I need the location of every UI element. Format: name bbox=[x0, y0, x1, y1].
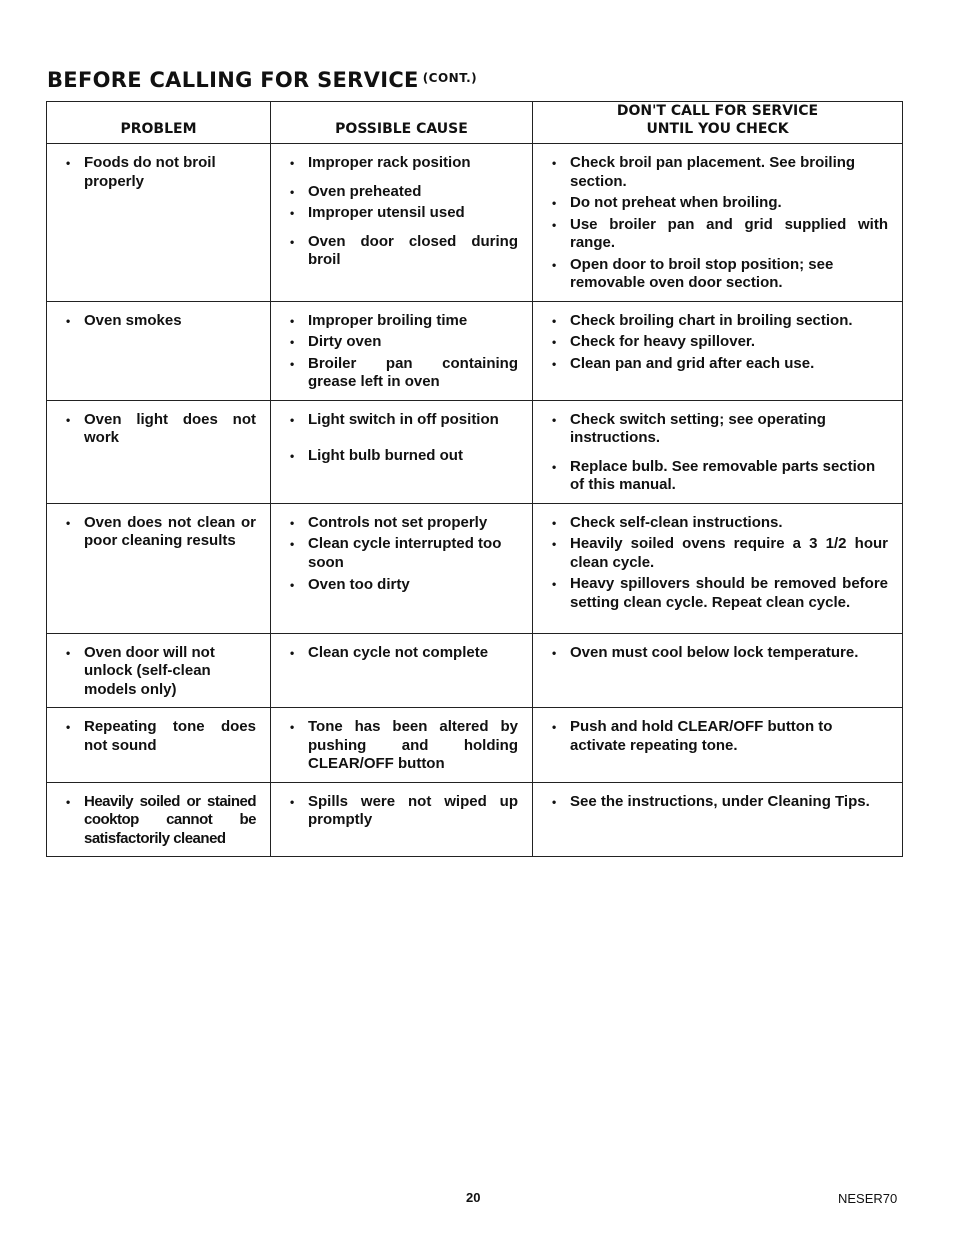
table-row bbox=[47, 708, 903, 783]
check-cell bbox=[533, 782, 903, 857]
check-item: • Use broiler pan and grid supplied with range. bbox=[547, 216, 888, 253]
header-check-line2: UNTIL YOU CHECK bbox=[646, 121, 789, 137]
cause-cell bbox=[271, 708, 533, 783]
check-item: • Do not preheat when broiling. bbox=[547, 194, 888, 213]
cause-item: • Clean cycle not complete bbox=[285, 644, 518, 663]
page-title-suffix: (CONT.) bbox=[422, 71, 478, 85]
page-title-text: BEFORE CALLING FOR SERVICE bbox=[47, 68, 419, 92]
problem-cell bbox=[47, 782, 271, 857]
cause-item: • Improper broiling time bbox=[285, 312, 518, 331]
check-item: • Oven must cool below lock temperature. bbox=[547, 644, 888, 663]
check-item: • Replace bulb. See removable parts section of this manual. bbox=[547, 458, 888, 495]
problem-item: • Oven light does not work bbox=[61, 411, 256, 448]
problem-cell bbox=[47, 144, 271, 302]
problem-item: • Oven does not clean or poor cleaning results bbox=[61, 514, 256, 551]
table-header-row bbox=[47, 102, 903, 144]
cause-item: • Light switch in off position bbox=[285, 411, 518, 430]
check-item: • Check self-clean instructions. bbox=[547, 514, 888, 533]
check-item: • Heavy spillovers should be removed before setting clean cycle. Repeat clean cycle. bbox=[547, 575, 888, 612]
header-problem: PROBLEM bbox=[47, 102, 271, 144]
cause-item: • Improper utensil used bbox=[285, 204, 518, 223]
check-item: • Open door to broil stop position; see removable oven door section. bbox=[547, 256, 888, 293]
page-number: 20 bbox=[466, 1190, 481, 1205]
cause-cell bbox=[271, 503, 533, 633]
cause-item: • Controls not set properly bbox=[285, 514, 518, 533]
problem-cell bbox=[47, 301, 271, 400]
cause-item: • Improper rack position bbox=[285, 154, 518, 173]
check-item: • Clean pan and grid after each use. bbox=[547, 355, 888, 374]
problem-cell bbox=[47, 633, 271, 708]
header-check-line1: DON'T CALL FOR SERVICE bbox=[616, 103, 819, 119]
cause-cell bbox=[271, 633, 533, 708]
header-check bbox=[533, 102, 903, 144]
check-item: • Heavily soiled ovens require a 3 1/2 hour clean cycle. bbox=[547, 535, 888, 572]
cause-cell bbox=[271, 400, 533, 503]
problem-cell bbox=[47, 503, 271, 633]
cause-item: • Broiler pan containing grease left in oven bbox=[285, 355, 518, 392]
check-item: • Check broil pan placement. See broiling section. bbox=[547, 154, 888, 191]
problem-item: • Repeating tone does not sound bbox=[61, 718, 256, 755]
check-cell bbox=[533, 144, 903, 302]
header-possible-cause: POSSIBLE CAUSE bbox=[271, 102, 533, 144]
problem-cell bbox=[47, 400, 271, 503]
cause-item: • Light bulb burned out bbox=[285, 447, 518, 466]
table-row bbox=[47, 503, 903, 633]
problem-item: • Foods do not broil properly bbox=[61, 154, 256, 191]
page-title bbox=[47, 68, 477, 92]
check-cell bbox=[533, 400, 903, 503]
cause-cell bbox=[271, 144, 533, 302]
table-row bbox=[47, 633, 903, 708]
cause-item: • Oven too dirty bbox=[285, 576, 518, 595]
cause-item: • Dirty oven bbox=[285, 333, 518, 352]
problem-item: • Oven smokes bbox=[61, 312, 256, 331]
cause-cell bbox=[271, 301, 533, 400]
check-item: • See the instructions, under Cleaning Tips. bbox=[547, 793, 888, 812]
cause-item: • Oven preheated bbox=[285, 183, 518, 202]
check-cell bbox=[533, 301, 903, 400]
table-row bbox=[47, 144, 903, 302]
problem-cell bbox=[47, 708, 271, 783]
table-row bbox=[47, 400, 903, 503]
document-code: NESER70 bbox=[838, 1191, 898, 1206]
cause-item: • Clean cycle interrupted too soon bbox=[285, 535, 518, 572]
check-cell bbox=[533, 708, 903, 783]
check-item: • Check broiling chart in broiling section. bbox=[547, 312, 888, 331]
problem-item: • Heavily soiled or stained cooktop cannot be satisfactorily cleaned bbox=[61, 793, 256, 849]
table-row bbox=[47, 301, 903, 400]
table-row bbox=[47, 782, 903, 857]
problem-item: • Oven door will not unlock (self-clean models only) bbox=[61, 644, 256, 700]
check-item: • Push and hold CLEAR/OFF button to activate repeating tone. bbox=[547, 718, 888, 755]
cause-item: • Tone has been altered by pushing and holding CLEAR/OFF button bbox=[285, 718, 518, 774]
cause-item: • Spills were not wiped up promptly bbox=[285, 793, 518, 830]
check-item: • Check for heavy spillover. bbox=[547, 333, 888, 352]
troubleshooting-table bbox=[46, 101, 903, 857]
check-item: • Check switch setting; see operating instructions. bbox=[547, 411, 888, 448]
check-cell bbox=[533, 633, 903, 708]
check-cell bbox=[533, 503, 903, 633]
cause-item: • Oven door closed during broil bbox=[285, 233, 518, 270]
cause-cell bbox=[271, 782, 533, 857]
